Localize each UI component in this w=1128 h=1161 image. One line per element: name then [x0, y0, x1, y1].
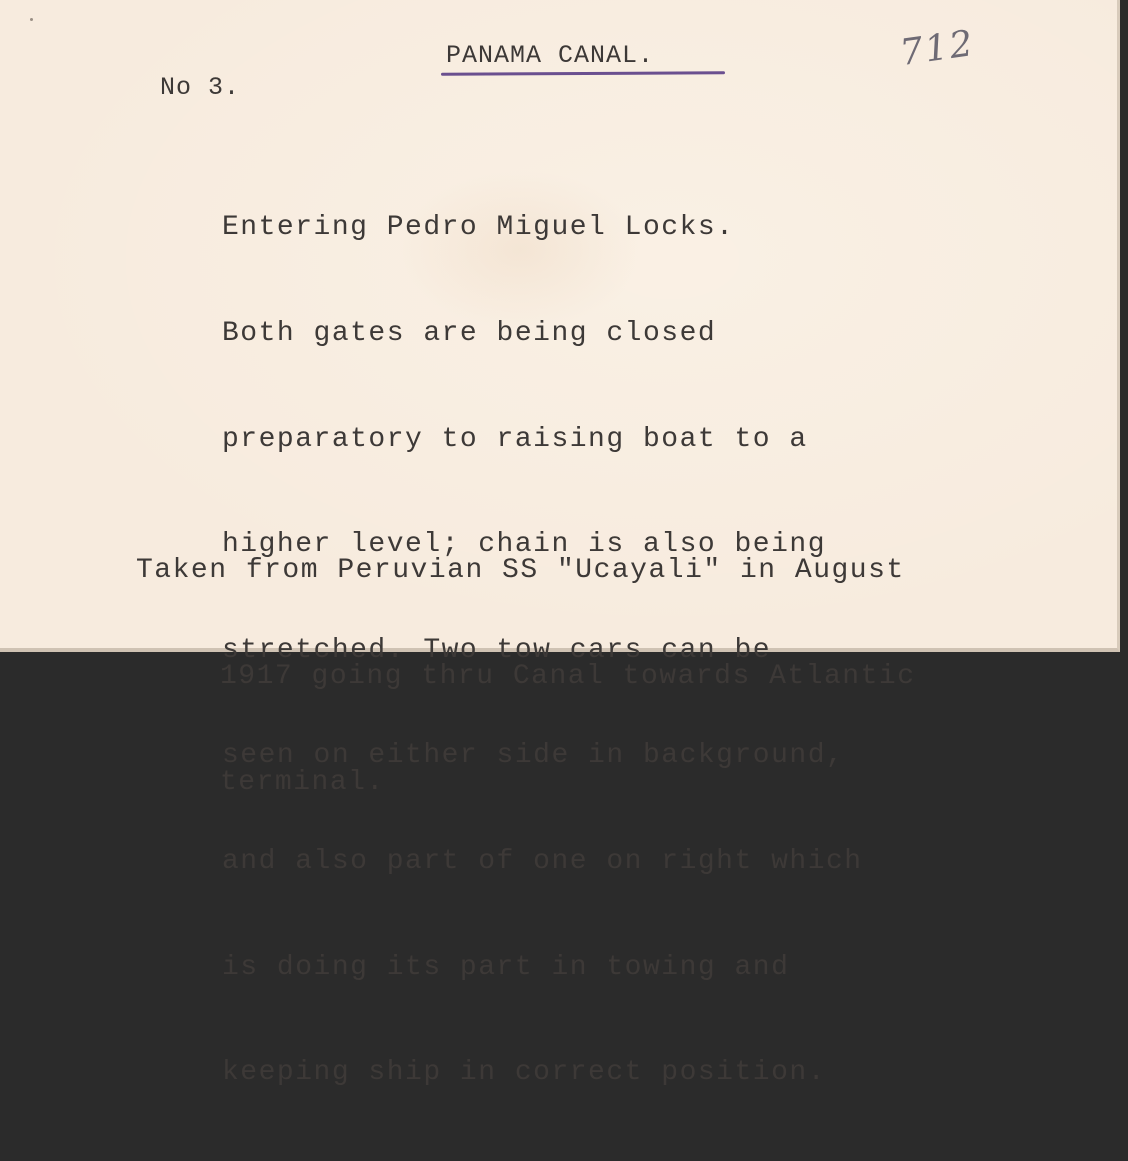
card-title: PANAMA CANAL.: [446, 41, 655, 70]
title-underline: [441, 71, 725, 75]
description-line: seen on either side in background,: [222, 740, 845, 772]
card-number: No 3.: [160, 73, 241, 102]
caption-block: [136, 483, 916, 870]
description-line: and also part of one on right which: [222, 846, 863, 878]
description-line: is doing its part in towing and: [222, 951, 790, 983]
caption-line: Taken from Peruvian SS "Ucayali" in August: [136, 555, 905, 587]
description-line: Both gates are being closed: [222, 318, 717, 350]
paper-speck: [30, 18, 33, 21]
description-line: Entering Pedro Miguel Locks.: [222, 212, 735, 244]
caption-line: terminal.: [220, 766, 385, 798]
description-line: preparatory to raising boat to a: [222, 423, 808, 455]
caption-line: 1917 going thru Canal towards Atlantic: [220, 661, 916, 693]
description-line: keeping ship in correct position.: [222, 1057, 826, 1089]
description-line: higher level; chain is also being: [222, 529, 826, 561]
description-line: stretched. Two tow cars can be: [222, 634, 772, 666]
handwritten-number: 712: [897, 23, 978, 74]
